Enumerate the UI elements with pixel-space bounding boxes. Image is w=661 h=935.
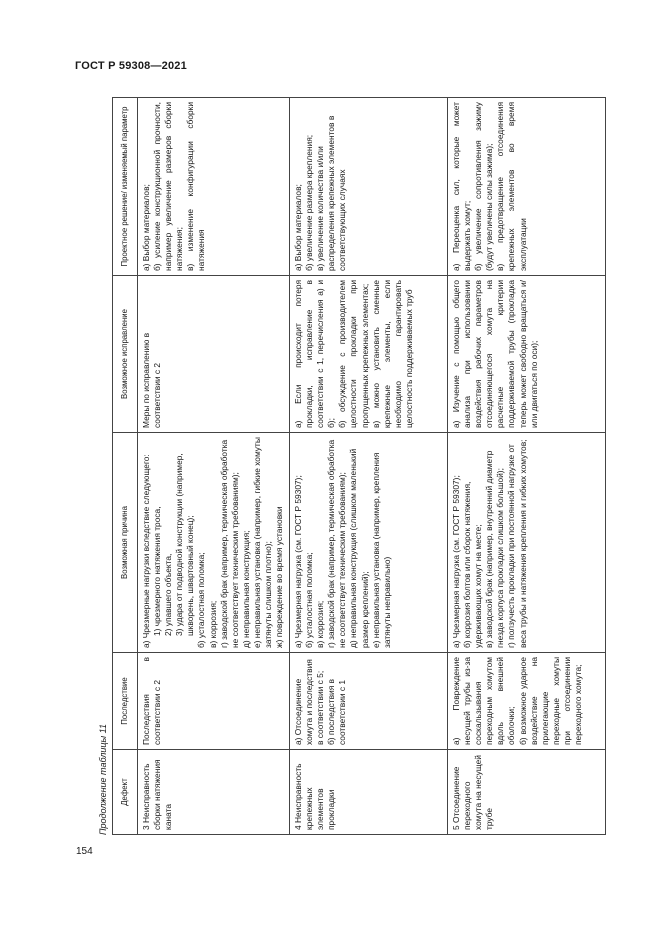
- consequence-item: Последствия в соответствии с 2: [141, 657, 163, 745]
- cause-item: е) неправильная установка (например, крепления затянуты неправильно): [370, 452, 392, 648]
- cause-item: а) Чрезмерная нагрузка (см. ГОСТ Р 59307);: [451, 475, 461, 648]
- design-item: в) изменение конфигурации сборки натяжения: [185, 102, 207, 271]
- fix-item: б) обсуждение с производителем целостности прокладки при пропущенных крепежных элементах;: [337, 280, 370, 428]
- defect-text: 5 Отсоединение переходного хомута на несущей трубе: [451, 755, 495, 830]
- consequence-item: а) Отсоединение хомута и последствия в соответствии с 5;: [293, 659, 326, 745]
- design-item: б) усиление конструкционной прочности, например увеличение размеров сборки натяжения;: [152, 102, 185, 271]
- design-item: в) увеличение количества и/или распределения крепежных элементов в соответствующих случаях: [315, 115, 348, 271]
- column-header-defect: Дефект: [113, 750, 138, 835]
- table-header-row: [113, 98, 138, 835]
- cause-item: 3) удара от подводной конструкции (например, шкворень, швартовный конец);: [174, 453, 196, 636]
- cell-fix: [138, 276, 290, 433]
- design-item: б) увеличение сопротивления зажиму (будут увеличены силы зажима);: [473, 102, 495, 271]
- cause-item: 2) упавшего объекта,: [163, 553, 174, 636]
- fix-item: в) можно установить сменные крепежные элементы, если необходимо гарантировать целостность поддерживаемых труб: [370, 280, 414, 428]
- cause-item: ж) повреждение во время установки: [274, 506, 285, 648]
- design-item: б) увеличение размера крепления;: [304, 134, 315, 271]
- cell-fix: [290, 276, 448, 433]
- cell-defect: [290, 750, 448, 835]
- consequence-item: б) возможное ударное воздействие на прилегающие переходные хомуты при отсоединении переходного хомута;: [517, 657, 584, 745]
- cause-item: а) Чрезмерные нагрузки вследствие следующего:: [141, 454, 151, 648]
- column-header-fix: Возможное исправление: [113, 276, 138, 433]
- defect-text: 3 Неисправность сборки натяжения каната: [141, 759, 174, 830]
- cell-consequence: [290, 653, 448, 750]
- cell-fix: [448, 276, 606, 433]
- cause-item: б) усталостная поломка;: [196, 552, 207, 648]
- cause-item: б) усталостная поломка;: [304, 552, 315, 648]
- table-row: [448, 98, 606, 835]
- cell-cause: [448, 433, 606, 653]
- column-header-consequence: Последствие: [113, 653, 138, 750]
- design-item: а) Выбор материалов;: [141, 184, 151, 271]
- column-header-design: Проектное решение/ изменяемый параметр: [113, 98, 138, 276]
- document-title: ГОСТ Р 59308—2021: [75, 60, 187, 72]
- cell-design: [290, 98, 448, 276]
- design-item: а) Переоценка сил, которые может выдержать хомут;: [451, 102, 473, 271]
- table-caption: Продолжение таблицы 11: [98, 723, 108, 835]
- cause-item: в) заводской брак (например, внутренний диаметр гнезда корпуса прокладки слишком большой);: [484, 450, 506, 648]
- rotated-table-block: [98, 98, 609, 835]
- cause-item: д) неправильная конструкция;: [240, 530, 251, 648]
- cause-item: в) коррозия;: [207, 600, 218, 648]
- cause-item: б) коррозия болтов или сборок натяжения, удерживающих хомут на месте;: [462, 481, 484, 648]
- fix-item: а) Если происходит потеря прокладки, исправление в соответствии с 1, перечисления а) и б);: [293, 280, 337, 428]
- cell-design: [138, 98, 290, 276]
- design-item: а) Выбор материалов;: [293, 184, 303, 271]
- fix-item: Меры по исправлению в соответствии с 2: [141, 332, 163, 428]
- cause-item: г) заводской брак (например, термическая обработка не соответствует техническим требованиям);: [326, 439, 348, 648]
- cell-consequence: [448, 653, 606, 750]
- consequence-item: а) Повреждение несущей трубы из-за соскальзывания переходным хомутом вдоль внешней оболочки;: [451, 657, 517, 745]
- cause-item: а) Чрезмерная нагрузка (см. ГОСТ Р 59307);: [293, 475, 303, 648]
- cell-cause: [290, 433, 448, 653]
- cell-defect: [138, 750, 290, 835]
- cause-item: г) заводской брак (например, термическая обработка не соответствует техническим требованиям);: [218, 439, 240, 648]
- cause-item: е) неправильная установка (например, гибкие хомуты затянуты слишком плотно);: [251, 437, 274, 648]
- cause-item: д) неправильная конструкция (слишком маленький размер креплений);: [348, 448, 370, 648]
- table-row: [290, 98, 448, 835]
- page-number: 154: [76, 846, 93, 857]
- cell-design: [448, 98, 606, 276]
- cell-cause: [138, 433, 290, 653]
- defects-table: [112, 97, 606, 835]
- defect-text: 4 Неисправность крепежных элементов прокладки: [293, 763, 337, 830]
- cause-item: 1) чрезмерного натяжения троса,: [152, 506, 163, 636]
- design-item: в) предотвращение отсоединения крепежных элементов во время эксплуатации: [495, 102, 528, 271]
- cause-item: в) коррозия;: [315, 600, 326, 648]
- consequence-item: б) последствия в соответствии с 1: [326, 678, 348, 745]
- cause-item: г) ползучесть прокладки при постоянной нагрузке от веса трубы и натяжения крепления и гибких хомутов;: [506, 439, 528, 648]
- cell-defect: [448, 750, 606, 835]
- column-header-cause: Возможная причина: [113, 433, 138, 653]
- fix-item: а) Изучение с помощью общего анализа при использовании воздействия рабочих параметров отсоединяющегося хомута на расчетные критерии поддерживаемой трубы (прокладка теперь может свободно вращаться и/или двигаться по оси);: [451, 280, 539, 428]
- table-row: [138, 98, 290, 835]
- cell-consequence: [138, 653, 290, 750]
